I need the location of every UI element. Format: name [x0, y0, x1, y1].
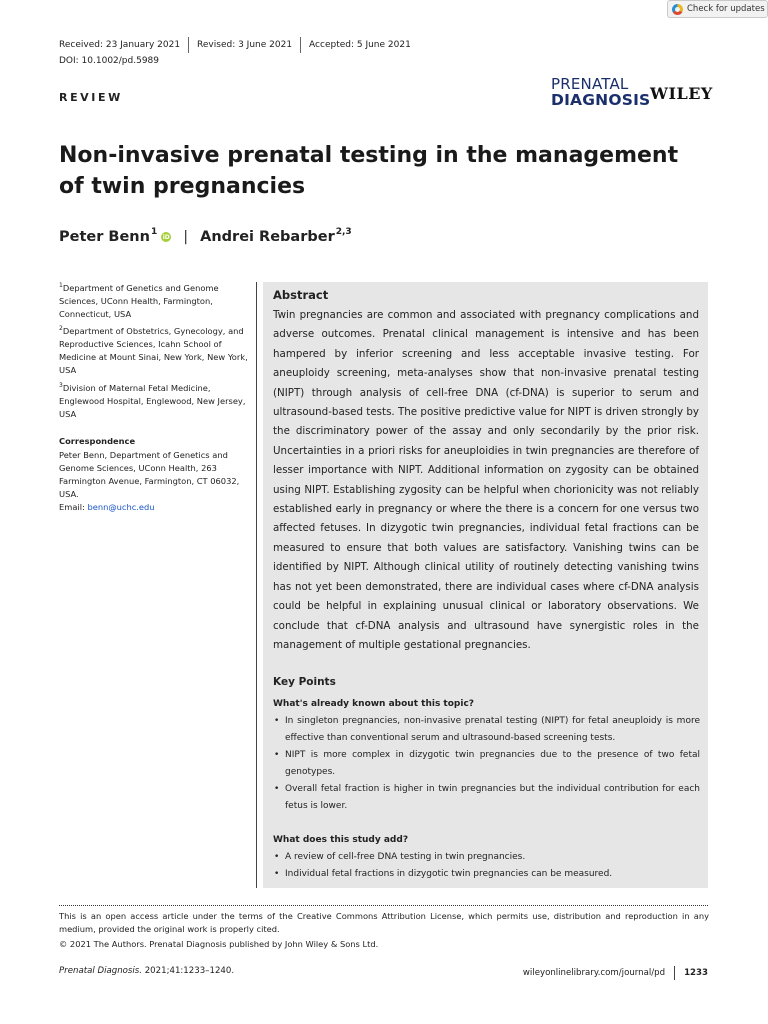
- footer-right: [520, 966, 708, 980]
- email-link[interactable]: benn@uchc.edu: [87, 502, 155, 512]
- author-separator: |: [183, 229, 189, 245]
- article-title: Non-invasive prenatal testing in the management of twin pregnancies: [59, 143, 679, 199]
- affiliation-text: Division of Maternal Fetal Medicine, Englewood Hospital, Englewood, New Jersey, USA: [59, 382, 246, 419]
- list-item: • In singleton pregnancies, non-invasive prenatal testing (NIPT) for fetal aneuploidy is more effective than conventional serum and ultrasound-based screening tests.: [273, 713, 700, 747]
- copyright-text: © 2021 The Authors. Prenatal Diagnosis published by John Wiley & Sons Ltd.: [59, 939, 379, 949]
- author-affiliation-mark: 1: [150, 227, 158, 237]
- doi: DOI: 10.1002/pd.5989: [59, 56, 160, 66]
- publisher-logo: WILEY: [650, 84, 713, 103]
- adds-list: [273, 849, 700, 883]
- affiliation: [59, 279, 249, 321]
- column-divider: [256, 282, 257, 888]
- affiliation-mark: 1: [59, 282, 63, 289]
- correspondence-block: [59, 449, 249, 514]
- author-name[interactable]: Andrei Rebarber: [200, 229, 335, 245]
- dotted-divider: [59, 905, 708, 906]
- affiliation-mark: 3: [59, 382, 63, 389]
- adds-heading: What does this study add?: [273, 835, 409, 845]
- email-label: Email:: [59, 502, 88, 512]
- crossmark-icon: [672, 4, 683, 15]
- list-item: • A review of cell-free DNA testing in twin pregnancies.: [273, 849, 700, 866]
- footer-url[interactable]: wileyonlinelibrary.com/journal/pd: [522, 968, 666, 978]
- section-label: REVIEW: [59, 91, 123, 104]
- divider: [188, 37, 189, 53]
- affiliation: [59, 322, 249, 377]
- check-for-updates-label: Check for updates: [687, 4, 765, 14]
- orcid-icon[interactable]: iD: [162, 233, 170, 241]
- accepted-date: Accepted: 5 June 2021: [309, 40, 411, 50]
- list-item: • Overall fetal fraction is higher in twin pregnancies but the individual contribution for each fetus is lower.: [273, 781, 700, 815]
- abstract-text: Twin pregnancies are common and associated with pregnancy complications and adverse outcomes. Prenatal clinical management is intensive and has been hampered by inferior screening and less acceptable invasive testing. For aneuploidy screening, meta-analyses show that non-invasive prenatal testing (NIPT) through analysis of cell-free DNA (cf-DNA) is superior to serum and ultrasound-based tests. The positive predictive value for NIPT is driven strongly by the discriminatory power of the assay and only secondarily by the prior risk. Uncertainties in a priori risks for aneuploidies in twin pregnancies are therefore of lesser importance with NIPT. Additional information on zygosity can be obtained using NIPT. Establishing zygosity can be helpful when chorionicity was not reliably established early in pregnancy or where the there is a concern for one versus two affected fetuses. In dizygotic twin pregnancies, individual fetal fractions can be measured to ensure that both values are satisfactory. Vanishing twins can be identified by NIPT. Although clinical utility of routinely detecting vanishing twins has not yet been demonstrated, there are individual cases where cf-DNA analysis could be helpful in explaining unusual clinical or laboratory observations. We conclude that cf-DNA analysis and ultrasound have synergistic roles in the management of multiple gestational pregnancies.: [273, 309, 699, 651]
- journal-logo-line2: DIAGNOSIS: [551, 91, 651, 109]
- correspondence-heading: Correspondence: [59, 436, 136, 446]
- affiliation-mark: 2: [59, 325, 63, 332]
- footer-volume: 2021;41:1233–1240.: [141, 966, 235, 976]
- footer-journal: Prenatal Diagnosis.: [59, 966, 142, 976]
- article-dates: [59, 37, 411, 53]
- list-item: • Individual fetal fractions in dizygotic twin pregnancies can be measured.: [273, 866, 700, 883]
- known-heading: What's already known about this topic?: [273, 699, 474, 709]
- check-for-updates-button[interactable]: [667, 0, 768, 18]
- divider: [300, 37, 301, 53]
- correspondence-text: Peter Benn, Department of Genetics and Genome Sciences, UConn Health, 263 Farmington Avenue, Farmington, CT 06032, USA.: [59, 450, 240, 499]
- author-list: [59, 229, 352, 245]
- list-item: • NIPT is more complex in dizygotic twin pregnancies due to the presence of two fetal genotypes.: [273, 747, 700, 781]
- key-points-heading: Key Points: [273, 676, 336, 688]
- author-affiliation-mark: 2,3: [335, 227, 352, 237]
- revised-date: Revised: 3 June 2021: [197, 40, 293, 50]
- abstract-heading: Abstract: [273, 288, 329, 302]
- journal-logo-line1: PRENATAL: [551, 75, 629, 93]
- affiliation-text: Department of Genetics and Genome Sciences, UConn Health, Farmington, Connecticut, USA: [59, 282, 219, 319]
- footer-citation: [59, 966, 234, 976]
- affiliation: [59, 379, 249, 421]
- journal-logo: [551, 75, 651, 109]
- page-number: 1233: [684, 968, 708, 978]
- known-list: [273, 713, 700, 815]
- divider: [674, 966, 675, 980]
- license-text: This is an open access article under the terms of the Creative Commons Attribution License, which permits use, distribution and reproduction in any medium, provided the original work is properly cited.: [59, 911, 709, 934]
- affiliation-text: Department of Obstetrics, Gynecology, and Reproductive Sciences, Icahn School of Medicine at Mount Sinai, New York, New York, USA: [59, 325, 248, 375]
- received-date: Received: 23 January 2021: [59, 40, 181, 50]
- author-name[interactable]: Peter Benn: [59, 229, 150, 245]
